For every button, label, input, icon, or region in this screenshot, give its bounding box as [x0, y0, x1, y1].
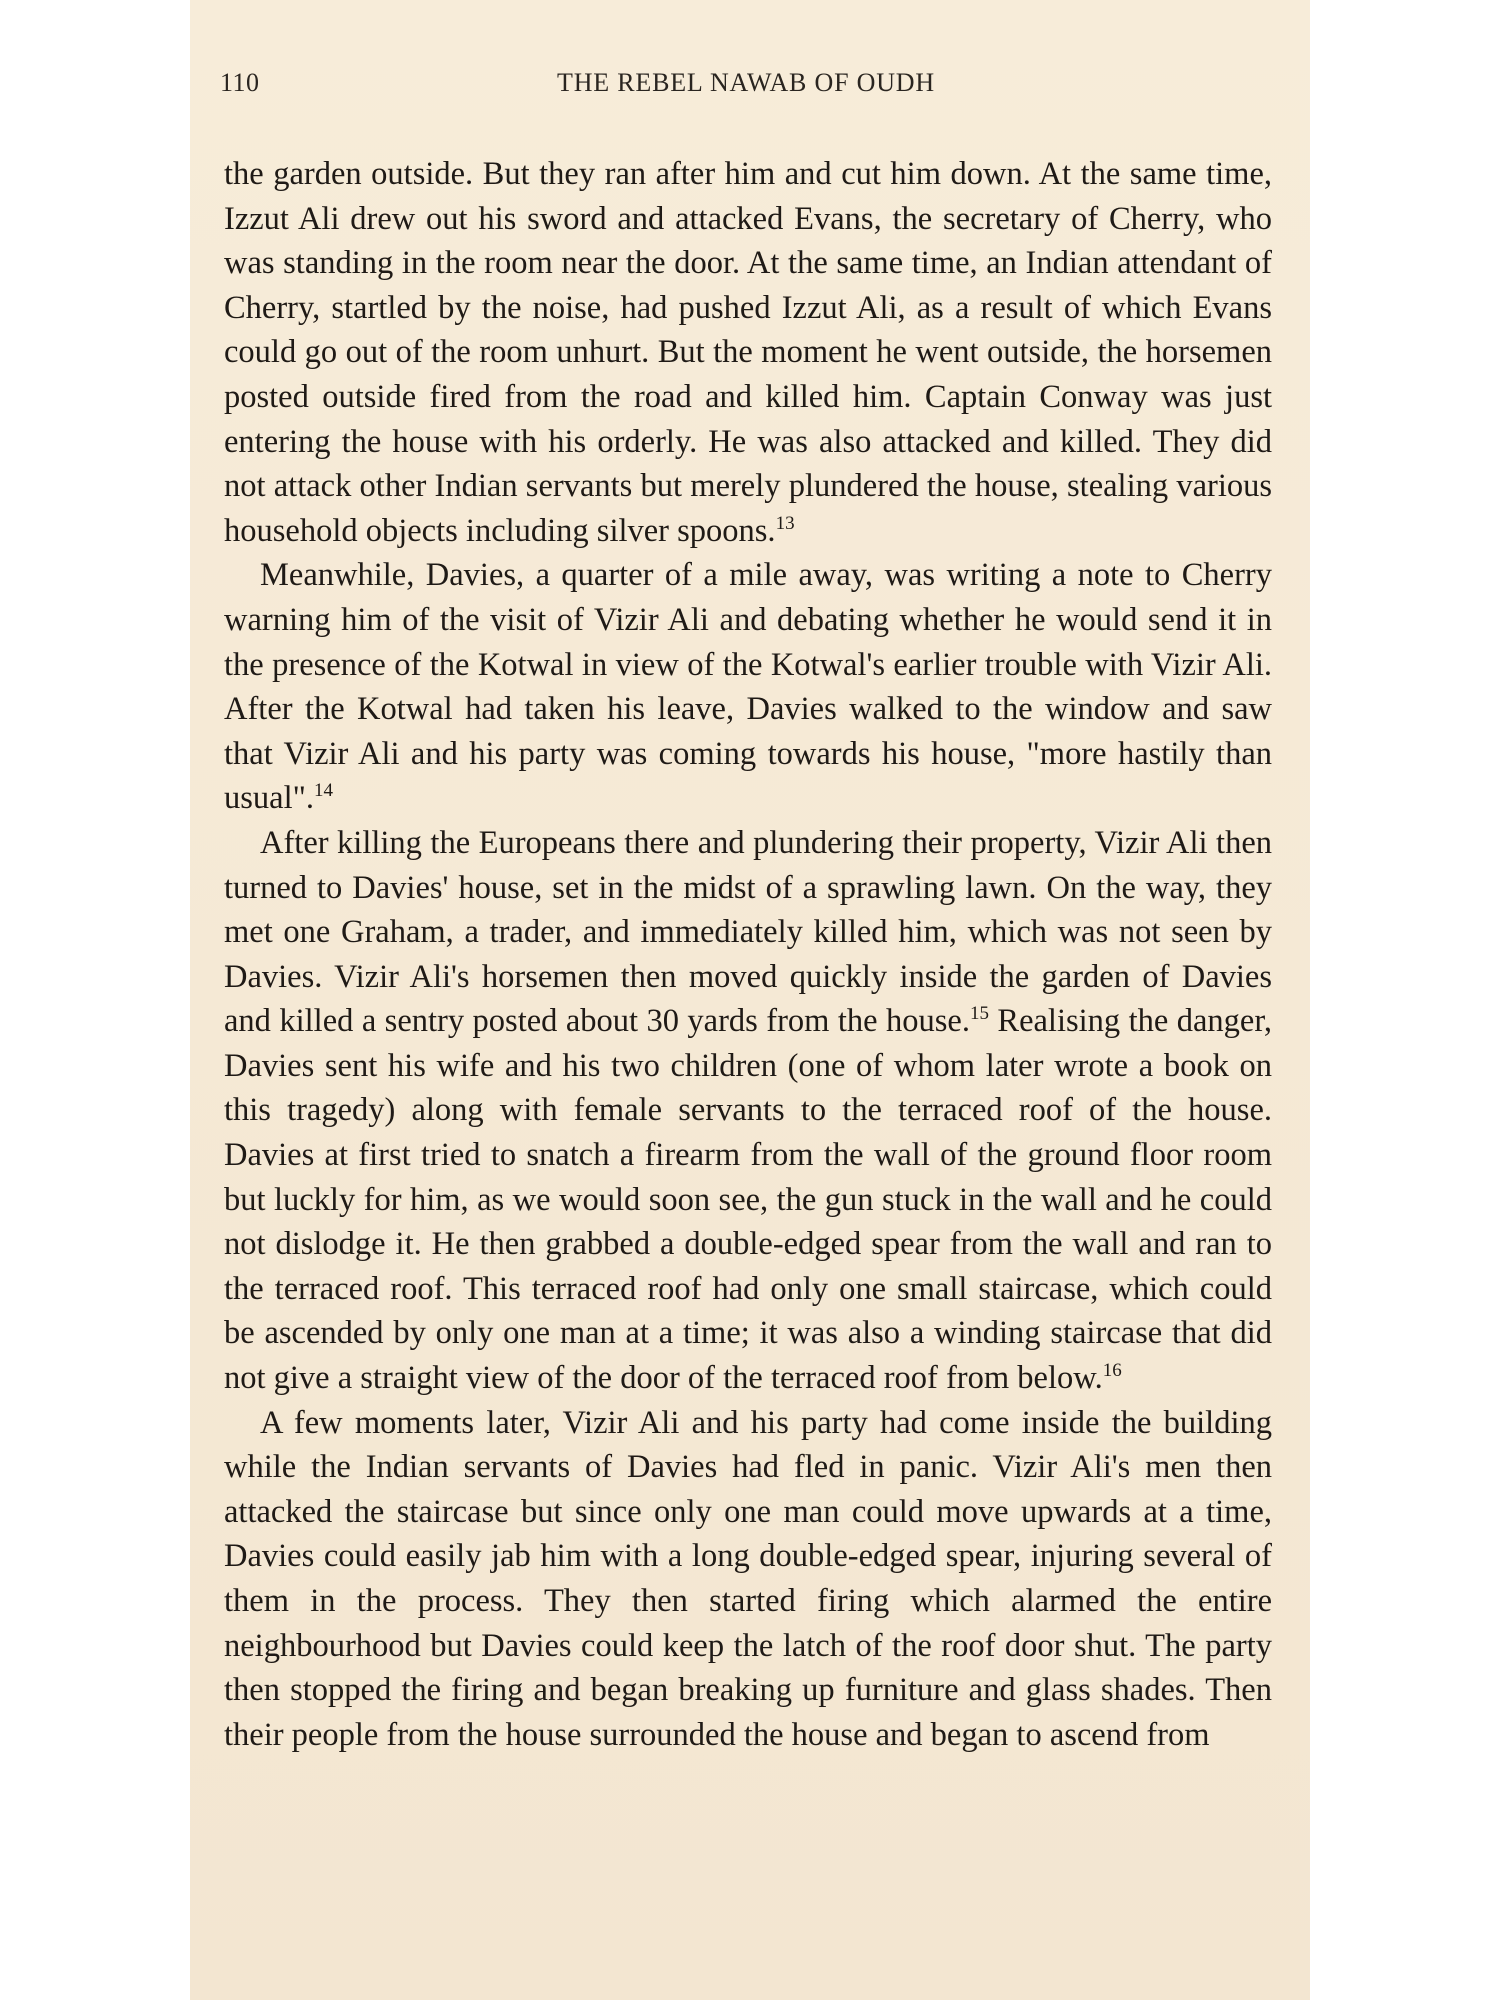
- paragraph-2: [224, 553, 1272, 821]
- footnote-ref-14: 14: [314, 780, 333, 802]
- paragraph-4: [224, 1401, 1272, 1758]
- footnote-ref-15: 15: [969, 1003, 989, 1025]
- paragraph-text: Meanwhile, Davies, a quarter of a mile away, was writing a note to Cherry warning him of the visit of Vizir Ali and debating whether he would send it in the presence of the Kotwal in view of the Kotwal's earlier trouble with Vizir Ali. After the Kotwal had taken his leave, Davies walked to the window and saw that Vizir Ali and his party was coming towards his house, "more hastily than usual".: [224, 557, 1272, 817]
- paragraph-3: [224, 821, 1272, 1401]
- paragraph-1: [224, 152, 1272, 553]
- page-header: [220, 68, 1272, 108]
- paragraph-text: the garden outside. But they ran after him and cut him down. At the same time, Izzut Ali drew out his sword and attacked Evans, the secretary of Cherry, who was standing in the room near the door. At the same time, an Indian attendant of Cherry, startled by the noise, had pushed Izzut Ali, as a result of which Evans could go out of the room unhurt. But the moment he went outside, the horsemen posted outside fired from the road and killed him. Captain Conway was just entering the house with his orderly. He was also attacked and killed. They did not attack other Indian servants but merely plundered the house, stealing various household objects including silver spoons.: [224, 156, 1272, 549]
- paragraph-text: Realising the danger, Davies sent his wife and his two children (one of whom later wrote a book on this tragedy) along with female servants to the terraced roof of the house. Davies at first tried to snatch a firearm from the wall of the ground floor room but luckly for him, as we would soon see, the gun stuck in the wall and he could not dislodge it. He then grabbed a double-edged spear from the wall and ran to the terraced roof. This terraced roof had only one small staircase, which could be ascended by only one man at a time; it was also a winding staircase that did not give a straight view of the door of the terraced roof from below.: [224, 1003, 1272, 1397]
- running-title: THE REBEL NAWAB OF OUDH: [557, 68, 935, 97]
- paragraph-text: After killing the Europeans there and plundering their property, Vizir Ali then turned to Davies' house, set in the midst of a sprawling lawn. On the way, they met one Graham, a trader, and immediately killed him, which was not seen by Davies. Vizir Ali's horsemen then moved quickly inside the garden of Davies and killed a sentry posted about 30 yards from the house.: [224, 824, 1272, 1040]
- footnote-ref-16: 16: [1102, 1360, 1122, 1382]
- footnote-ref-13: 13: [775, 512, 795, 534]
- page-number: 110: [220, 68, 260, 97]
- body-text: [224, 152, 1272, 1757]
- paragraph-text: A few moments later, Vizir Ali and his party had come inside the building while the Indian servants of Davies had fled in panic. Vizir Ali's men then attacked the staircase but since only one man could move upwards at a time, Davies could easily jab him with a long double-edged spear, injuring several of them in the process. They then started firing which alarmed the entire neighbourhood but Davies could keep the latch of the roof door shut. The party then stopped the firing and began breaking up furniture and glass shades. Then their people from the house surrounded the house and began to ascend from: [224, 1404, 1272, 1753]
- book-page: [190, 0, 1310, 2000]
